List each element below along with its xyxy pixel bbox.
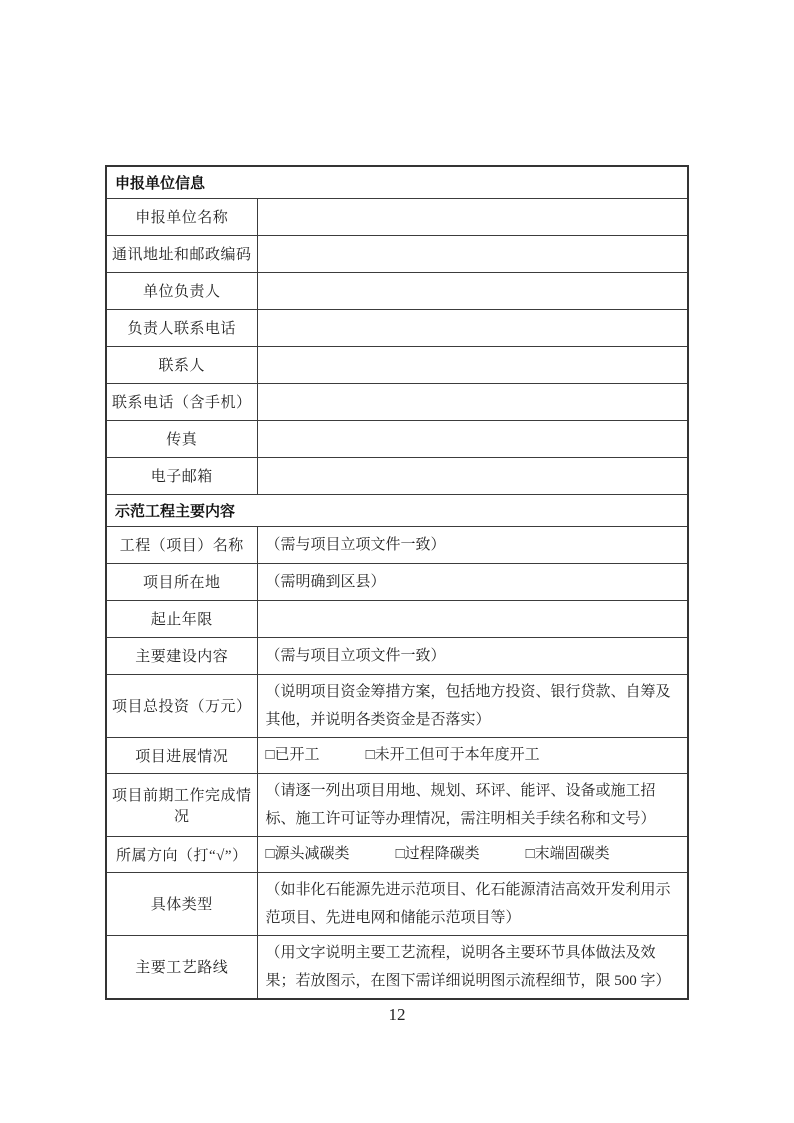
field-label-cell: 所属方向（打“√”）	[106, 836, 257, 872]
field-label-cell: 项目总投资（万元）	[106, 674, 257, 737]
field-value-cell	[257, 198, 688, 235]
table-row	[106, 309, 688, 346]
page-number: 12	[388, 1005, 406, 1024]
field-label-cell: 单位负责人	[106, 272, 257, 309]
field-label-cell: 工程（项目）名称	[106, 526, 257, 563]
field-label-cell: 主要工艺路线	[106, 935, 257, 999]
table-row	[106, 383, 688, 420]
table-row	[106, 674, 688, 737]
table-row	[106, 872, 688, 935]
application-form-table	[105, 165, 689, 1000]
field-label-cell: 起止年限	[106, 600, 257, 637]
field-label-cell: 通讯地址和邮政编码	[106, 235, 257, 272]
field-value-cell	[257, 346, 688, 383]
field-label-cell: 主要建设内容	[106, 637, 257, 674]
field-value-cell: （说明项目资金筹措方案，包括地方投资、银行贷款、自筹及其他，并说明各类资金是否落实）	[257, 674, 688, 737]
table-row	[106, 600, 688, 637]
table-row	[106, 235, 688, 272]
field-value-cell: （用文字说明主要工艺流程，说明各主要环节具体做法及效果；若放图示，在图下需详细说明图示流程细节，限 500 字）	[257, 935, 688, 999]
section-header-label: 申报单位信息	[106, 166, 688, 198]
field-value-cell: （请逐一列出项目用地、规划、环评、能评、设备或施工招标、施工许可证等办理情况，需注明相关手续名称和文号）	[257, 773, 688, 836]
field-value-cell	[257, 383, 688, 420]
field-value-cell	[257, 737, 688, 773]
checkbox-option: □过程降碳类	[395, 846, 480, 862]
checkbox-option: □未开工但可于本年度开工	[365, 747, 540, 763]
table-row	[106, 637, 688, 674]
field-value-cell	[257, 457, 688, 494]
section-header-row	[106, 494, 688, 526]
table-row	[106, 272, 688, 309]
table-row	[106, 420, 688, 457]
section-header-label: 示范工程主要内容	[106, 494, 688, 526]
field-value-cell	[257, 420, 688, 457]
table-row	[106, 935, 688, 999]
checkbox-option: □末端固碳类	[525, 846, 610, 862]
section-header-row	[106, 166, 688, 198]
table-row	[106, 836, 688, 872]
field-value-cell: （需与项目立项文件一致）	[257, 526, 688, 563]
checkbox-option: □源头减碳类	[265, 846, 350, 862]
table-row	[106, 198, 688, 235]
field-value-cell: （需明确到区县）	[257, 563, 688, 600]
field-label-cell: 负责人联系电话	[106, 309, 257, 346]
field-label-cell: 传真	[106, 420, 257, 457]
table-row	[106, 773, 688, 836]
table-row	[106, 563, 688, 600]
table-row	[106, 346, 688, 383]
field-value-cell	[257, 836, 688, 872]
field-label-cell: 申报单位名称	[106, 198, 257, 235]
field-label-cell: 联系人	[106, 346, 257, 383]
field-label-cell: 联系电话（含手机）	[106, 383, 257, 420]
field-label-cell: 电子邮箱	[106, 457, 257, 494]
field-label-cell: 项目进展情况	[106, 737, 257, 773]
field-value-cell	[257, 600, 688, 637]
field-value-cell: （如非化石能源先进示范项目、化石能源清洁高效开发利用示范项目、先进电网和储能示范项目等）	[257, 872, 688, 935]
field-value-cell	[257, 309, 688, 346]
field-value-cell: （需与项目立项文件一致）	[257, 637, 688, 674]
field-value-cell	[257, 235, 688, 272]
field-value-cell	[257, 272, 688, 309]
table-row	[106, 457, 688, 494]
table-row	[106, 737, 688, 773]
field-label-cell: 项目所在地	[106, 563, 257, 600]
field-label-cell: 具体类型	[106, 872, 257, 935]
table-row	[106, 526, 688, 563]
field-label-cell: 项目前期工作完成情况	[106, 773, 257, 836]
checkbox-option: □已开工	[265, 747, 320, 763]
